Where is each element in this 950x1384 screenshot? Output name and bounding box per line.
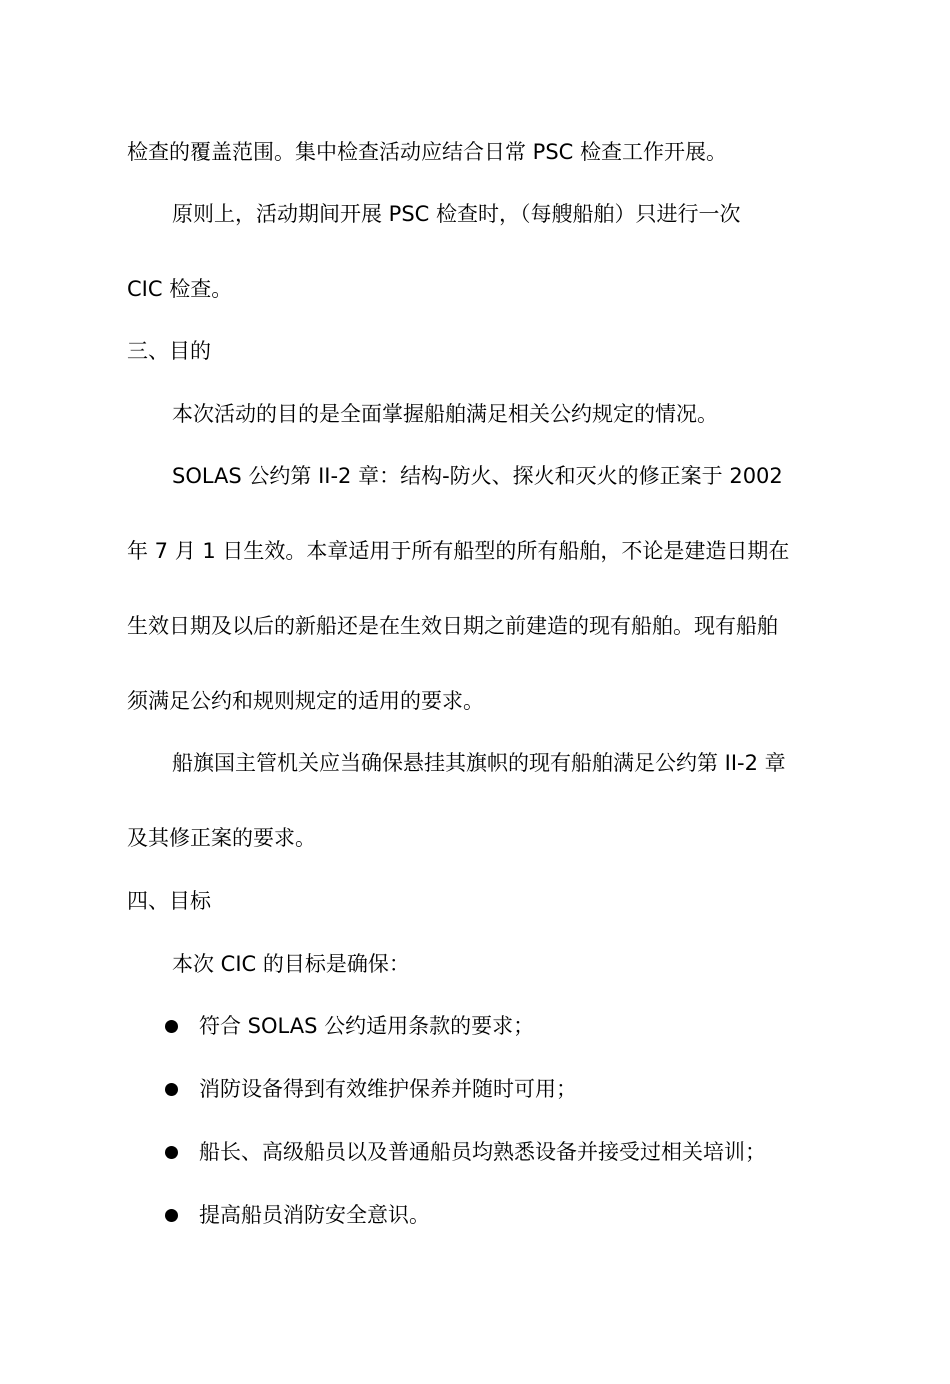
text-line-13: 本次 CIC 的目标是确保： — [172, 952, 410, 976]
bullet-dot-icon — [165, 1209, 178, 1222]
text-line-8: 生效日期及以后的新船还是在生效日期之前建造的现有船舶。现有船舶 — [127, 614, 778, 638]
text-line-1: 检查的覆盖范围。集中检查活动应结合日常 PSC 检查工作开展。 — [127, 140, 728, 164]
text-line-5: 本次活动的目的是全面掌握船舶满足相关公约规定的情况。 — [172, 402, 718, 426]
text-line-2: 原则上，活动期间开展 PSC 检查时，（每艘船舶）只进行一次 — [172, 202, 741, 226]
text-line-3: CIC 检查。 — [127, 277, 233, 301]
bullet-text: 消防设备得到有效维护保养并随时可用； — [199, 1077, 577, 1101]
bullet-text: 船长、高级船员以及普通船员均熟悉设备并接受过相关培训； — [199, 1140, 766, 1164]
text-line-9: 须满足公约和规则规定的适用的要求。 — [127, 689, 484, 713]
section-heading-objectives: 四、目标 — [127, 889, 211, 913]
bullet-dot-icon — [165, 1083, 178, 1096]
bullet-text: 提高船员消防安全意识。 — [199, 1203, 430, 1227]
text-line-11: 及其修正案的要求。 — [127, 826, 316, 850]
bullet-dot-icon — [165, 1146, 178, 1159]
section-heading-purpose: 三、目的 — [127, 339, 211, 363]
text-line-10: 船旗国主管机关应当确保悬挂其旗帜的现有船舶满足公约第 II-2 章 — [172, 751, 786, 775]
bullet-text: 符合 SOLAS 公约适用条款的要求； — [199, 1014, 535, 1038]
text-line-7: 年 7 月 1 日生效。本章适用于所有船型的所有船舶，不论是建造日期在 — [127, 539, 790, 563]
bullet-dot-icon — [165, 1020, 178, 1033]
text-line-6: SOLAS 公约第 II-2 章：结构-防火、探火和灭火的修正案于 2002 — [172, 464, 783, 488]
